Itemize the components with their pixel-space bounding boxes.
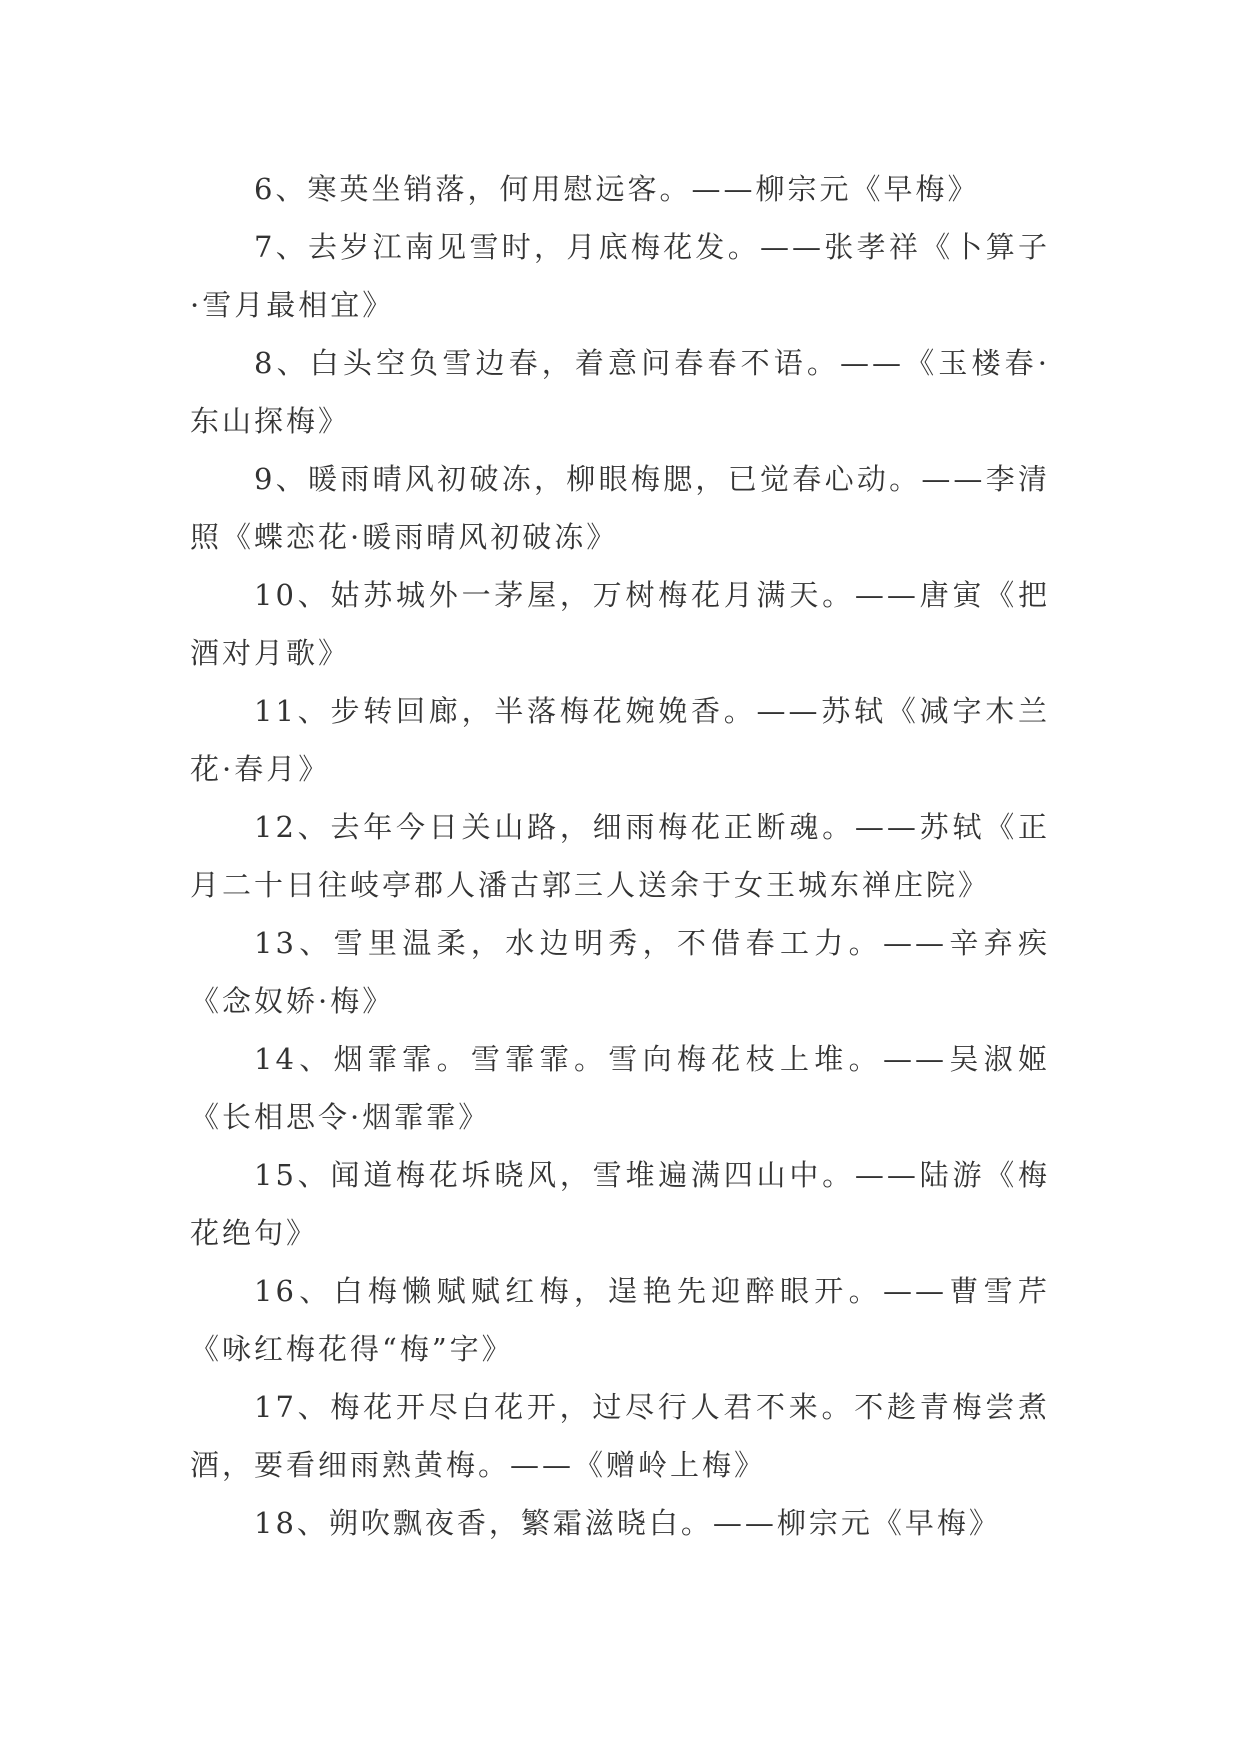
quote-entry-14: 14、烟霏霏。雪霏霏。雪向梅花枝上堆。——吴淑姬《长相思令·烟霏霏》	[190, 1042, 1050, 1134]
quote-entry-9: 9、暖雨晴风初破冻，柳眼梅腮，已觉春心动。——李清照《蝶恋花·暖雨晴风初破冻》	[190, 462, 1050, 554]
poem-quote-list	[190, 160, 1050, 1552]
quote-entry-18: 18、朔吹飘夜香，繁霜滋晓白。——柳宗元《早梅》	[254, 1506, 1001, 1540]
quote-entry-15: 15、闻道梅花坼晓风，雪堆遍满四山中。——陆游《梅花绝句》	[190, 1158, 1050, 1250]
quote-entry-13: 13、雪里温柔，水边明秀，不借春工力。——辛弃疾《念奴娇·梅》	[190, 926, 1050, 1018]
quote-entry-6: 6、寒英坐销落，何用慰远客。——柳宗元《早梅》	[254, 172, 980, 206]
quote-entry-8: 8、白头空负雪边春，着意问春春不语。——《玉楼春·东山探梅》	[190, 346, 1050, 438]
quote-entry-16: 16、白梅懒赋赋红梅，逞艳先迎醉眼开。——曹雪芹《咏红梅花得“梅”字》	[190, 1274, 1050, 1366]
quote-entry-10: 10、姑苏城外一茅屋，万树梅花月满天。——唐寅《把酒对月歌》	[190, 578, 1050, 670]
quote-entry-7: 7、去岁江南见雪时，月底梅花发。——张孝祥《卜算子·雪月最相宜》	[190, 230, 1050, 322]
quote-entry-12: 12、去年今日关山路，细雨梅花正断魂。——苏轼《正月二十日往岐亭郡人潘古郭三人送余于女王城东禅庄院》	[190, 810, 1050, 902]
quote-entry-17: 17、梅花开尽白花开，过尽行人君不来。不趁青梅尝煮酒，要看细雨熟黄梅。——《赠岭上梅》	[190, 1390, 1050, 1482]
quote-entry-11: 11、步转回廊，半落梅花婉娩香。——苏轼《减字木兰花·春月》	[190, 694, 1050, 786]
